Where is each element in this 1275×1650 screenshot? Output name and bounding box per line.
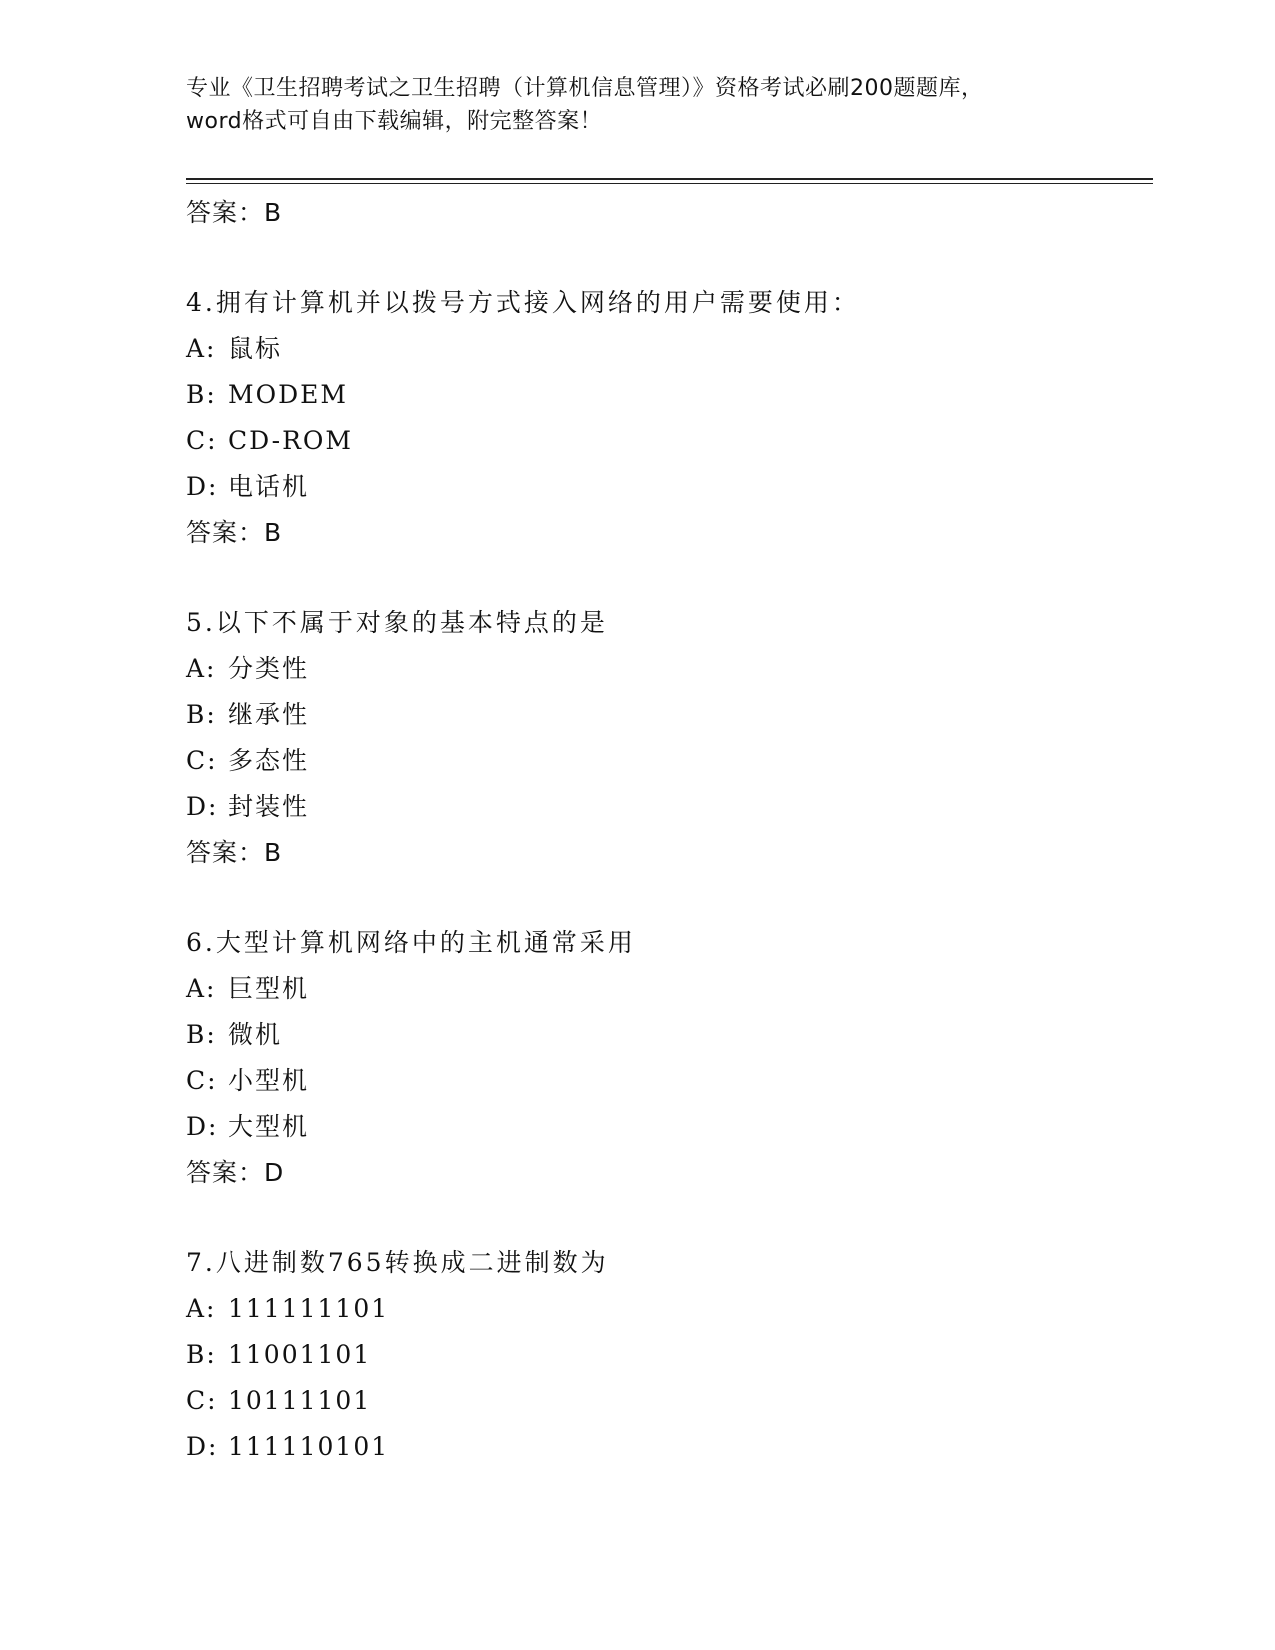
option-letter: B: [186, 700, 217, 729]
option-letter: A: [186, 974, 217, 1003]
answer-line: 答案：B [186, 838, 283, 867]
option-b [186, 692, 1153, 738]
option-a [186, 326, 1153, 372]
option-letter: C: [186, 746, 218, 775]
option-text: 分类性 [228, 654, 310, 683]
option-letter: B: [186, 380, 217, 409]
question-block [186, 920, 1153, 1196]
question-title: 4.拥有计算机并以拨号方式接入网络的用户需要使用： [186, 288, 860, 317]
option-text: 鼠标 [228, 334, 283, 363]
option-text: 11001101 [228, 1340, 372, 1369]
question-title: 6.大型计算机网络中的主机通常采用 [186, 928, 636, 957]
option-text: CD-ROM [228, 426, 354, 455]
question-title: 5.以下不属于对象的基本特点的是 [186, 608, 608, 637]
option-d [186, 464, 1153, 510]
answer-line: 答案：D [186, 1158, 285, 1187]
option-b [186, 1012, 1153, 1058]
option-letter: C: [186, 1066, 218, 1095]
document-header [186, 72, 1086, 138]
option-letter: D: [186, 1112, 219, 1141]
option-text: 封装性 [228, 792, 310, 821]
option-letter: A: [186, 334, 217, 363]
option-text: 多态性 [228, 746, 310, 775]
option-text: 111110101 [228, 1432, 390, 1461]
option-a [186, 966, 1153, 1012]
option-letter: A: [186, 654, 217, 683]
option-text: 大型机 [228, 1112, 310, 1141]
answer-line: 答案：B [186, 518, 283, 547]
option-c [186, 1378, 1153, 1424]
header-line-2: word格式可自由下载编辑，附完整答案！ [186, 109, 603, 134]
question-list [186, 190, 1153, 1470]
option-letter: C: [186, 1386, 218, 1415]
option-text: 继承性 [228, 700, 310, 729]
option-text: MODEM [228, 380, 348, 409]
option-text: 巨型机 [228, 974, 310, 1003]
option-letter: D: [186, 472, 219, 501]
option-letter: B: [186, 1340, 217, 1369]
option-text: 电话机 [228, 472, 310, 501]
question-title: 7.八进制数765转换成二进制数为 [186, 1248, 609, 1277]
question-block [186, 1240, 1153, 1470]
option-c [186, 418, 1153, 464]
header-rule-thick [186, 178, 1153, 180]
option-d [186, 1424, 1153, 1470]
option-c [186, 738, 1153, 784]
option-d [186, 784, 1153, 830]
option-text: 微机 [228, 1020, 283, 1049]
option-text: 10111101 [228, 1386, 372, 1415]
option-b [186, 1332, 1153, 1378]
option-c [186, 1058, 1153, 1104]
option-d [186, 1104, 1153, 1150]
option-letter: D: [186, 1432, 219, 1461]
option-letter: D: [186, 792, 219, 821]
option-b [186, 372, 1153, 418]
question-block [186, 280, 1153, 556]
option-letter: B: [186, 1020, 217, 1049]
option-a [186, 646, 1153, 692]
answer-line: 答案：B [186, 198, 283, 227]
option-text: 小型机 [228, 1066, 310, 1095]
option-a [186, 1286, 1153, 1332]
question-block [186, 600, 1153, 876]
header-line-1: 专业《卫生招聘考试之卫生招聘（计算机信息管理）》资格考试必刷200题题库， [186, 76, 984, 101]
option-letter: A: [186, 1294, 217, 1323]
option-letter: C: [186, 426, 218, 455]
option-text: 111111101 [228, 1294, 390, 1323]
header-rule-thin [186, 183, 1153, 184]
